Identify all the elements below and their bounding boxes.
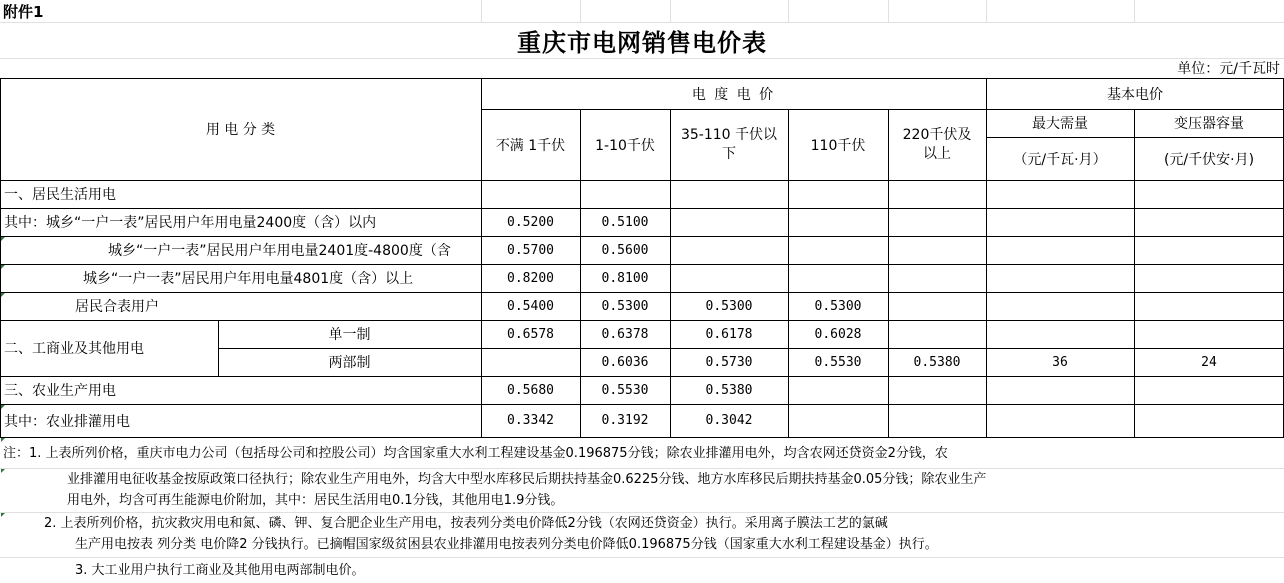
header-transformer: 变压器容量 xyxy=(1174,116,1244,132)
attachment-label: 附件1 xyxy=(3,3,44,21)
grid-line xyxy=(580,0,581,22)
value-cell: 24 xyxy=(1201,354,1217,370)
value-cell: 0.6178 xyxy=(705,326,753,342)
cell-marker xyxy=(1,405,5,409)
value-cell: 0.5530 xyxy=(601,382,649,398)
value-cell: 0.5300 xyxy=(814,298,862,314)
header-energy-price: 电 度 电 价 xyxy=(691,86,776,103)
cell-marker xyxy=(1,293,5,297)
grid-line xyxy=(788,0,789,22)
value-cell: 0.3342 xyxy=(507,413,554,428)
row-label-residential-tier1: 其中：城乡“一户一表”居民用户年用电量2400度（含）以内 xyxy=(4,215,377,231)
value-cell: 0.5100 xyxy=(601,214,649,230)
grid-line xyxy=(0,557,1284,558)
row-label-residential: 一、居民生活用电 xyxy=(4,187,116,203)
value-cell: 0.5730 xyxy=(705,354,753,370)
value-cell: 0.8100 xyxy=(601,270,649,286)
grid-line xyxy=(986,0,987,22)
cell-marker xyxy=(1,438,5,442)
value-cell: 0.5300 xyxy=(705,298,753,314)
cell-marker xyxy=(1,513,5,517)
note-line-6: 3. 大工业用户执行工商业及其他用电两部制电价。 xyxy=(75,563,365,578)
header-tier-5: 220千伏及以上 xyxy=(902,126,972,162)
row-label-residential-tier2: 城乡“一户一表”居民用户年用电量2401度-4800度（含 xyxy=(108,243,451,259)
value-cell: 0.5680 xyxy=(507,382,554,398)
value-cell: 0.5400 xyxy=(507,298,554,314)
grid-line xyxy=(0,468,1284,469)
header-tier-3: 35-110 千伏以下 xyxy=(680,126,778,162)
cell-marker xyxy=(1,265,5,269)
table-border xyxy=(0,437,1284,438)
value-cell: 0.5300 xyxy=(601,298,649,314)
value-cell: 0.6028 xyxy=(814,326,862,342)
header-basic-price: 基本电价 xyxy=(1107,86,1163,103)
cell-marker xyxy=(1,469,5,473)
grid-line xyxy=(1134,0,1135,22)
value-cell: 0.5380 xyxy=(913,354,961,370)
row-label-residential-tier3: 城乡“一户一表”居民用户年用电量4801度（含）以上 xyxy=(83,271,414,287)
note-line-1: 注：1. 上表所列价格，重庆市电力公司（包括母公司和控股公司）均含国家重大水利工程建设基金0.196875分钱；除农业排灌用电外，均含农网还贷资金2分钱，农 xyxy=(3,446,948,461)
row-label-irrigation: 其中：农业排灌用电 xyxy=(4,413,130,430)
value-cell: 0.6036 xyxy=(601,354,649,370)
header-transformer-unit: (元/千伏安·月) xyxy=(1163,151,1255,168)
grid-line xyxy=(888,0,889,22)
header-category: 用 电 分 类 xyxy=(205,122,276,138)
header-max-demand-unit: （元/千瓦·月） xyxy=(1013,151,1107,168)
value-cell: 0.3042 xyxy=(705,413,753,428)
header-tier-1: 不满 1千伏 xyxy=(495,137,566,154)
value-cell: 0.5700 xyxy=(507,242,554,258)
value-cell: 0.5600 xyxy=(601,242,649,258)
grid-line xyxy=(0,512,1284,513)
grid-line xyxy=(0,58,1284,59)
row-label-single-part: 单一制 xyxy=(328,327,371,343)
row-label-industry: 二、工商业及其他用电 xyxy=(4,341,144,357)
value-cell: 36 xyxy=(1052,354,1068,370)
header-tier-4: 110千伏 xyxy=(810,137,866,154)
value-cell: 0.5380 xyxy=(705,382,753,398)
page-title: 重庆市电网销售电价表 xyxy=(517,28,767,57)
header-max-demand: 最大需量 xyxy=(1032,116,1088,132)
note-line-2: 业排灌用电征收基金按原政策口径执行；除农业生产用电外，均含大中型水库移民后期扶持基金0.6225分钱、地方水库移民后期扶持基金0.05分钱；除农业生产 xyxy=(67,472,987,487)
unit-label: 单位：元/千瓦时 xyxy=(1177,61,1280,77)
note-line-5: 生产用电按表 列分类 电价降2 分钱执行。已摘帽国家级贫困县农业排灌用电按表列分类电价降低0.196875分钱（国家重大水利工程建设基金）执行。 xyxy=(75,537,938,552)
row-label-agriculture: 三、农业生产用电 xyxy=(4,383,116,399)
row-label-two-part: 两部制 xyxy=(328,355,371,371)
value-cell: 0.3192 xyxy=(601,413,649,428)
value-cell: 0.6378 xyxy=(601,326,649,342)
value-cell: 0.5200 xyxy=(507,214,554,230)
cell-marker xyxy=(1,237,5,241)
value-cell: 0.5530 xyxy=(814,354,862,370)
note-line-4: 2. 上表所列价格，抗灾救灾用电和氮、磷、钾、复合肥企业生产用电，按表列分类电价降低2分钱（农网还贷资金）执行。采用离子膜法工艺的氯碱 xyxy=(44,516,888,531)
header-tier-2: 1-10千伏 xyxy=(595,137,655,154)
value-cell: 0.6578 xyxy=(507,326,554,342)
row-label-residential-combined: 居民合表用户 xyxy=(75,299,159,315)
grid-line xyxy=(481,0,482,22)
grid-line xyxy=(670,0,671,22)
value-cell: 0.8200 xyxy=(507,270,554,286)
note-line-3: 用电外，均含可再生能源电价附加，其中：居民生活用电0.1分钱，其他用电1.9分钱。 xyxy=(67,493,564,508)
